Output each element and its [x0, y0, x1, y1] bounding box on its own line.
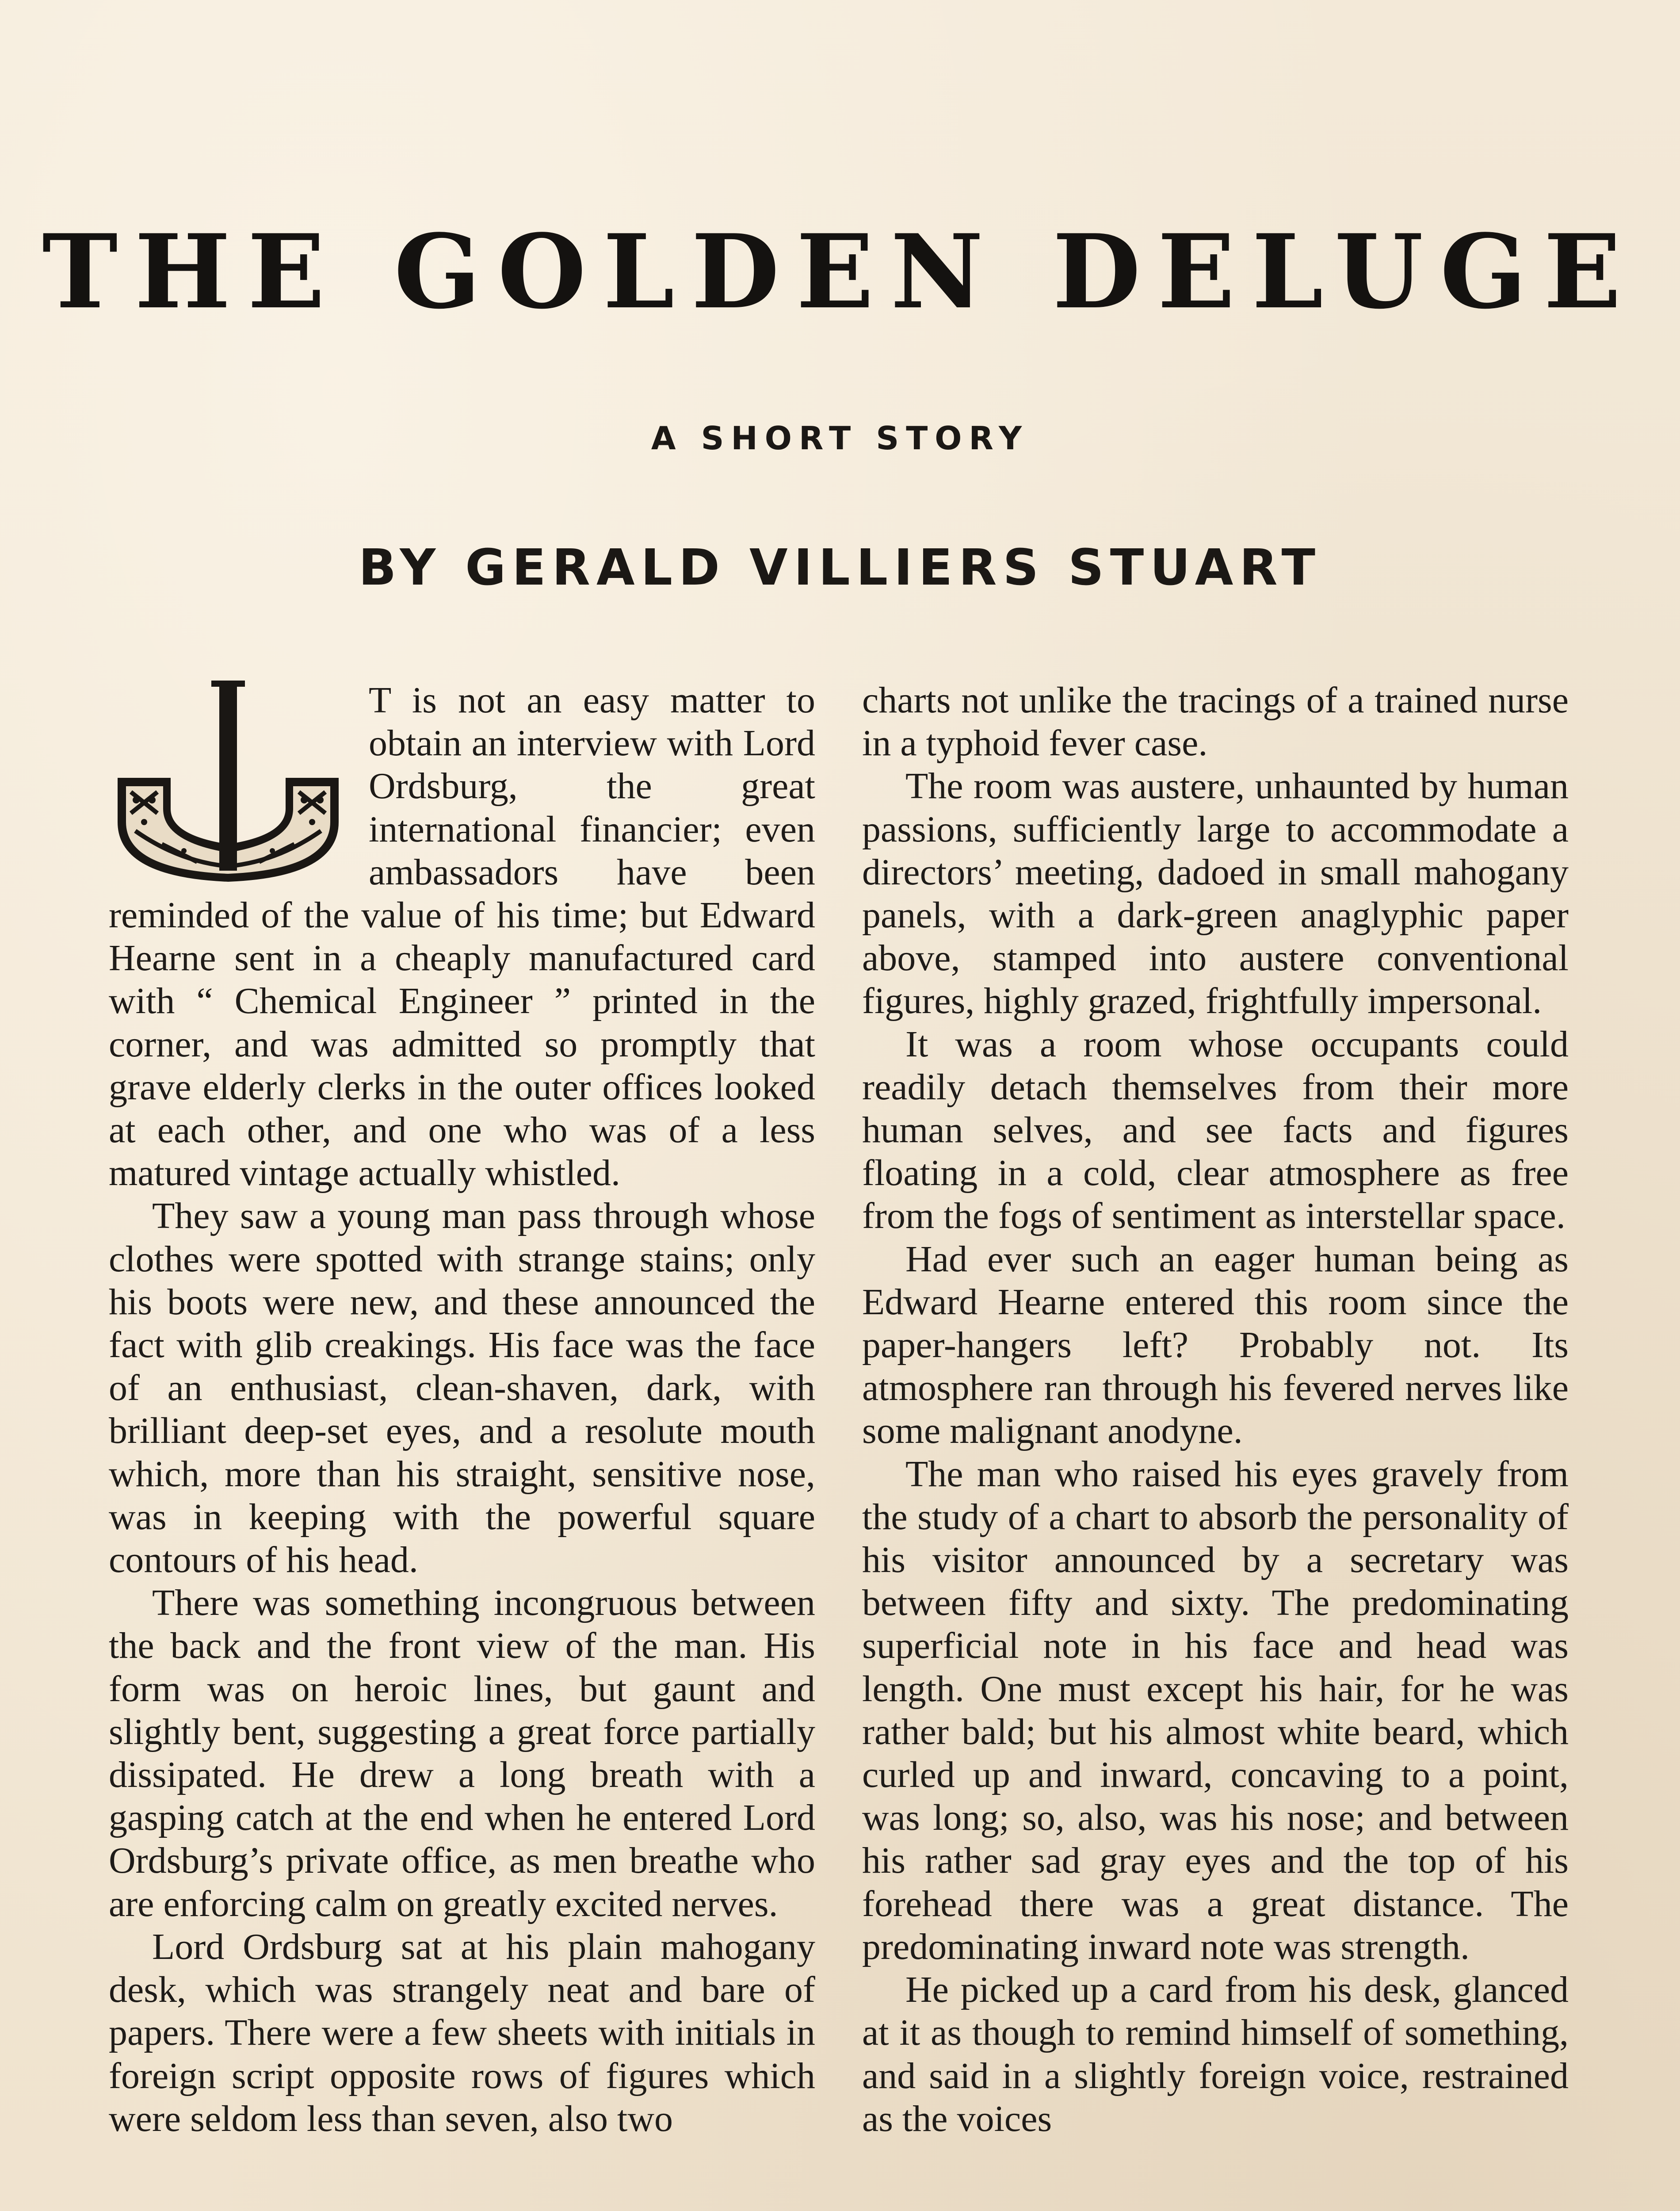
article-byline: BY GERALD VILLIERS STUART	[358, 539, 1322, 597]
opening-paragraph	[109, 679, 815, 1194]
right-paragraph-2: It was a room whose occupants could readily detach themselves from their more human selves, and see facts and figures floating in a cold, clear atmosphere as free from the fogs of sentiment as interstellar space.	[862, 1023, 1569, 1237]
right-paragraph-3: Had ever such an eager human being as Edward Hearne entered this room since the paper-hangers left? Probably not. Its atmosphere ran through his fevered nerves like some malignant anodyne.	[862, 1238, 1569, 1452]
right-paragraph-1: The room was austere, unhaunted by human passions, sufficiently large to accommodate a directors’ meeting, dadoed in small mahogany panels, with a dark-green anaglyphic paper above, stamped into austere conventional figures, highly grazed, frightfully impersonal.	[862, 765, 1569, 1022]
left-paragraph-2: They saw a young man pass through whose clothes were spotted with strange stains; only his boots were new, and these announced the fact with glib creakings. His face was the face of an enthusiast, clean-shaven, dark, with brilliant deep-set eyes, and a resolute mouth which, more than his straight, sensitive nose, was in keeping with the powerful square contours of his head.	[109, 1195, 815, 1581]
article-subtitle: A SHORT STORY	[651, 420, 1029, 457]
right-continuation: charts not unlike the tracings of a trained nurse in a typhoid fever case.	[862, 680, 1569, 764]
left-column	[109, 679, 815, 2140]
right-paragraph-5: He picked up a card from his desk, glanced at it as though to remind himself of something, and said in a slightly foreign voice, restrained as the voices	[862, 1969, 1569, 2139]
right-paragraph-4: The man who raised his eyes gravely from the study of a chart to absorb the personality of his visitor announced by a secretary was between fifty and sixty. The predominating superficial note in his face and head was length. One must except his hair, for he was rather bald; but his almost white beard, which curled up and inward, concaving to a point, was long; so, also, was his nose; and between his rather sad gray eyes and the top of his forehead there was a great distance. The predominating inward note was strength.	[862, 1453, 1569, 1967]
left-paragraph-3: There was something incongruous between the back and the front view of the man. His form was on heroic lines, but gaunt and slightly bent, suggesting a great force partially dissipated. He drew a long breath with a gasping catch at the end when he entered Lord Ordsburg’s private office, as men breathe who are enforcing calm on greatly excited nerves.	[109, 1582, 815, 1924]
ornamental-letter-i-icon	[109, 676, 356, 888]
left-paragraph-4: Lord Ordsburg sat at his plain mahogany desk, which was strangely neat and bare of papers. There were a few sheets with initials in foreign script opposite rows of figures which were seldom less than seven, also two	[109, 1926, 815, 2139]
article-title: THE GOLDEN DELUGE	[42, 212, 1638, 332]
drop-cap-icon	[109, 676, 356, 888]
right-column	[862, 679, 1569, 2140]
opening-text: T is not an easy matter to obtain an interview with Lord Ordsburg, the great international financier; even ambassadors have been reminded of the value of his time; but Edward Hearne sent in a cheaply manufactured card with “ Chemical Engineer ” printed in the corner, and was admitted so promptly that grave elderly clerks in the outer offices looked at each other, and one who was of a less matured vintage actually whistled.	[109, 680, 815, 1194]
